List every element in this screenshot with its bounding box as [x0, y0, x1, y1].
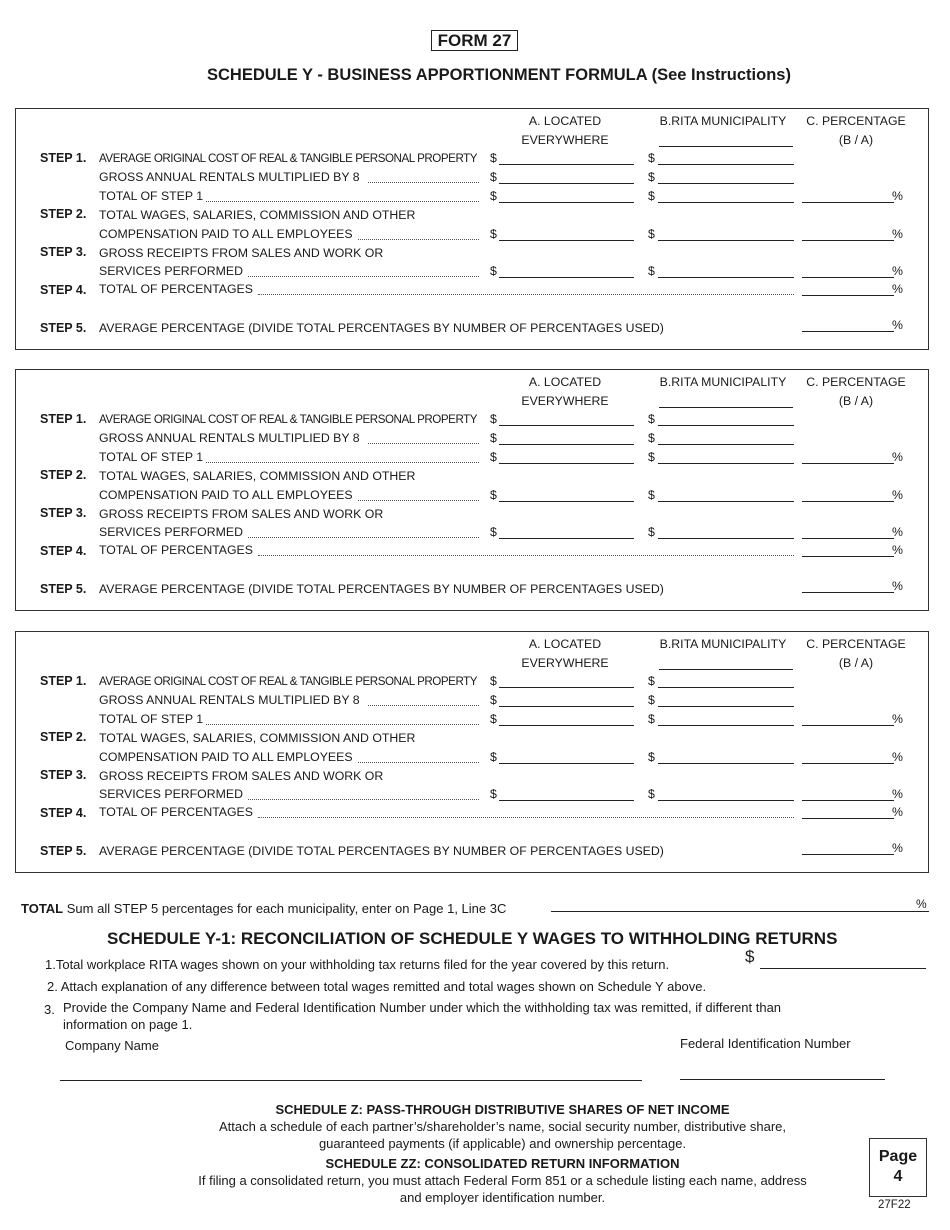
step3-a-receipts-field[interactable] — [499, 800, 634, 801]
step1-a-total-field[interactable] — [499, 202, 634, 203]
company-name-field[interactable] — [60, 1080, 642, 1081]
dollar-sign: $ — [648, 170, 655, 184]
col-b-name-field[interactable] — [659, 669, 793, 670]
step1-a-rentals-field[interactable] — [499, 183, 634, 184]
percent-sign: % — [892, 579, 903, 593]
step5-label: STEP 5. — [40, 844, 87, 858]
step1-a-total-field[interactable] — [499, 725, 634, 726]
dollar-sign: $ — [490, 787, 497, 801]
step1-a-property-field[interactable] — [499, 164, 634, 165]
col-b-name-field[interactable] — [659, 407, 793, 408]
percent-sign: % — [892, 712, 903, 726]
step2-a-wages-field[interactable] — [499, 763, 634, 764]
step5-c-percent-field[interactable] — [802, 331, 894, 332]
col-a-header: A. LOCATED — [528, 637, 602, 651]
page-number: 4 — [893, 1168, 903, 1185]
schedule-zz-line2: and employer identification number. — [399, 1190, 606, 1205]
step1-a-property-field[interactable] — [499, 425, 634, 426]
schedule-zz-title: SCHEDULE ZZ: CONSOLIDATED RETURN INFORMATION — [325, 1156, 680, 1171]
dollar-sign: $ — [490, 151, 497, 165]
dollar-sign: $ — [648, 227, 655, 241]
col-a-header: A. LOCATED — [528, 375, 602, 389]
leader-dots — [368, 705, 479, 706]
percent-sign: % — [892, 805, 903, 819]
schedule-y-title: SCHEDULE Y - BUSINESS APPORTIONMENT FORMULA (See Instructions) — [207, 66, 791, 84]
step1-c-percent-field[interactable] — [802, 202, 894, 203]
form-code: 27F22 — [878, 1199, 911, 1211]
step2-c-percent-field[interactable] — [802, 501, 894, 502]
step4-line1: TOTAL OF PERCENTAGES — [99, 282, 253, 296]
col-c-header-2: (B / A) — [838, 133, 874, 147]
step1-line3: TOTAL OF STEP 1 — [99, 189, 204, 203]
step3-line2: SERVICES PERFORMED — [99, 525, 243, 539]
dollar-sign: $ — [490, 488, 497, 502]
dollar-sign: $ — [648, 712, 655, 726]
dollar-sign: $ — [745, 947, 755, 966]
percent-sign: % — [892, 525, 903, 539]
step2-line1: TOTAL WAGES, SALARIES, COMMISSION AND OTHER — [99, 208, 416, 222]
step5-line1: AVERAGE PERCENTAGE (DIVIDE TOTAL PERCENTAGES BY NUMBER OF PERCENTAGES USED) — [99, 321, 664, 335]
step1-line1: AVERAGE ORIGINAL COST OF REAL & TANGIBLE PERSONAL PROPERTY — [99, 152, 478, 165]
leader-dots — [258, 817, 794, 818]
step1-b-property-field[interactable] — [658, 164, 794, 165]
step1-label: STEP 1. — [40, 151, 87, 165]
step2-c-percent-field[interactable] — [802, 240, 894, 241]
step1-c-percent-field[interactable] — [802, 463, 894, 464]
step3-line1: GROSS RECEIPTS FROM SALES AND WORK OR — [99, 769, 384, 783]
step4-c-percent-field[interactable] — [802, 556, 894, 557]
schedule-y-block — [15, 108, 929, 350]
dollar-sign: $ — [648, 674, 655, 688]
step4-line1: TOTAL OF PERCENTAGES — [99, 543, 253, 557]
step4-label: STEP 4. — [40, 806, 87, 820]
schedule-y-block — [15, 631, 929, 873]
step3-c-percent-field[interactable] — [802, 277, 894, 278]
dollar-sign: $ — [648, 450, 655, 464]
step2-line2: COMPENSATION PAID TO ALL EMPLOYEES — [99, 488, 353, 502]
step1-b-property-field[interactable] — [658, 687, 794, 688]
col-b-header: B.RITA MUNICIPALITY — [659, 375, 787, 389]
dollar-sign: $ — [648, 787, 655, 801]
leader-dots — [358, 239, 479, 240]
dollar-sign: $ — [490, 264, 497, 278]
step2-line2: COMPENSATION PAID TO ALL EMPLOYEES — [99, 750, 353, 764]
percent-sign: % — [892, 488, 903, 502]
dollar-sign: $ — [648, 151, 655, 165]
step2-c-percent-field[interactable] — [802, 763, 894, 764]
step3-a-receipts-field[interactable] — [499, 538, 634, 539]
step1-a-total-field[interactable] — [499, 463, 634, 464]
col-c-header: C. PERCENTAGE — [806, 114, 906, 128]
total-text: Sum all STEP 5 percentages for each municipality, enter on Page 1, Line 3C — [66, 901, 507, 916]
dollar-sign: $ — [490, 750, 497, 764]
step1-b-total-field[interactable] — [658, 202, 794, 203]
leader-dots — [248, 276, 479, 277]
step3-b-receipts-field[interactable] — [658, 538, 794, 539]
dollar-sign: $ — [648, 750, 655, 764]
leader-dots — [358, 500, 479, 501]
dollar-sign: $ — [490, 412, 497, 426]
step2-b-wages-field[interactable] — [658, 763, 794, 764]
step1-line2: GROSS ANNUAL RENTALS MULTIPLIED BY 8 — [99, 693, 360, 707]
step1-b-property-field[interactable] — [658, 425, 794, 426]
step3-line2: SERVICES PERFORMED — [99, 787, 243, 801]
step4-line1: TOTAL OF PERCENTAGES — [99, 805, 253, 819]
col-c-header-2: (B / A) — [838, 656, 874, 670]
leader-dots — [368, 182, 479, 183]
step4-c-percent-field[interactable] — [802, 295, 894, 296]
total-label: TOTAL — [21, 901, 64, 916]
step3-c-percent-field[interactable] — [802, 800, 894, 801]
step1-line3: TOTAL OF STEP 1 — [99, 450, 204, 464]
step3-label: STEP 3. — [40, 245, 87, 259]
y1-item3-line2: information on page 1. — [63, 1017, 193, 1032]
dollar-sign: $ — [648, 189, 655, 203]
step1-label: STEP 1. — [40, 412, 87, 426]
percent-sign: % — [892, 841, 903, 855]
percent-sign: % — [892, 750, 903, 764]
percent-sign: % — [892, 318, 903, 332]
percent-sign: % — [892, 787, 903, 801]
step5-c-percent-field[interactable] — [802, 592, 894, 593]
dollar-sign: $ — [490, 170, 497, 184]
step4-label: STEP 4. — [40, 283, 87, 297]
dollar-sign: $ — [490, 227, 497, 241]
schedule-zz-line1: If filing a consolidated return, you must attach Federal Form 851 or a schedule listing each name, address — [198, 1173, 807, 1188]
step3-line1: GROSS RECEIPTS FROM SALES AND WORK OR — [99, 246, 384, 260]
step2-line1: TOTAL WAGES, SALARIES, COMMISSION AND OTHER — [99, 731, 416, 745]
dollar-sign: $ — [490, 525, 497, 539]
step1-line2: GROSS ANNUAL RENTALS MULTIPLIED BY 8 — [99, 431, 360, 445]
col-c-header: C. PERCENTAGE — [806, 375, 906, 389]
percent-sign: % — [892, 264, 903, 278]
schedule-z-title: SCHEDULE Z: PASS-THROUGH DISTRIBUTIVE SHARES OF NET INCOME — [275, 1102, 730, 1117]
leader-dots — [206, 201, 479, 202]
step1-line3: TOTAL OF STEP 1 — [99, 712, 204, 726]
step3-label: STEP 3. — [40, 506, 87, 520]
col-b-header: B.RITA MUNICIPALITY — [659, 637, 787, 651]
col-b-name-field[interactable] — [659, 146, 793, 147]
step1-b-rentals-field[interactable] — [658, 444, 794, 445]
step2-a-wages-field[interactable] — [499, 501, 634, 502]
step1-b-rentals-field[interactable] — [658, 706, 794, 707]
dollar-sign: $ — [648, 525, 655, 539]
step1-c-percent-field[interactable] — [802, 725, 894, 726]
step5-c-percent-field[interactable] — [802, 854, 894, 855]
percent-sign: % — [892, 450, 903, 464]
leader-dots — [206, 462, 479, 463]
step5-label: STEP 5. — [40, 321, 87, 335]
y1-item2: 2. Attach explanation of any difference between total wages remitted and total wages shown on Schedule Y above. — [47, 979, 707, 994]
step3-b-receipts-field[interactable] — [658, 800, 794, 801]
step1-line1: AVERAGE ORIGINAL COST OF REAL & TANGIBLE PERSONAL PROPERTY — [99, 675, 478, 688]
step4-label: STEP 4. — [40, 544, 87, 558]
percent-sign: % — [892, 227, 903, 241]
dollar-sign: $ — [648, 693, 655, 707]
step1-b-rentals-field[interactable] — [658, 183, 794, 184]
leader-dots — [248, 799, 479, 800]
col-a-header-2: EVERYWHERE — [521, 133, 609, 147]
dollar-sign: $ — [648, 431, 655, 445]
company-name-label: Company Name — [65, 1038, 159, 1053]
dollar-sign: $ — [648, 412, 655, 426]
step3-line1: GROSS RECEIPTS FROM SALES AND WORK OR — [99, 507, 384, 521]
step1-label: STEP 1. — [40, 674, 87, 688]
percent-sign: % — [892, 189, 903, 203]
step1-a-property-field[interactable] — [499, 687, 634, 688]
leader-dots — [258, 294, 794, 295]
col-c-header-2: (B / A) — [838, 394, 874, 408]
step5-label: STEP 5. — [40, 582, 87, 596]
col-a-header-2: EVERYWHERE — [521, 656, 609, 670]
leader-dots — [206, 724, 479, 725]
leader-dots — [368, 443, 479, 444]
step3-c-percent-field[interactable] — [802, 538, 894, 539]
y1-item3-line1: Provide the Company Name and Federal Identification Number under which the withholding tax was remitted, if different than — [63, 1000, 782, 1015]
dollar-sign: $ — [648, 488, 655, 502]
step1-line2: GROSS ANNUAL RENTALS MULTIPLIED BY 8 — [99, 170, 360, 184]
schedule-z-line1: Attach a schedule of each partner’s/shareholder’s name, social security number, distributive share, — [218, 1119, 786, 1134]
schedule-y1-title: SCHEDULE Y-1: RECONCILIATION OF SCHEDULE Y WAGES TO WITHHOLDING RETURNS — [107, 929, 838, 948]
leader-dots — [248, 537, 479, 538]
col-b-header: B.RITA MUNICIPALITY — [659, 114, 787, 128]
page-number-box — [869, 1138, 927, 1197]
col-c-header: C. PERCENTAGE — [806, 637, 906, 651]
dollar-sign: $ — [490, 450, 497, 464]
step3-a-receipts-field[interactable] — [499, 277, 634, 278]
dollar-sign: $ — [490, 693, 497, 707]
step4-c-percent-field[interactable] — [802, 818, 894, 819]
schedule-y-block — [15, 369, 929, 611]
y1-item1: 1.Total workplace RITA wages shown on your withholding tax returns filed for the year covered by this return. — [45, 957, 670, 972]
leader-dots — [258, 555, 794, 556]
dollar-sign: $ — [490, 189, 497, 203]
percent-sign: % — [892, 543, 903, 557]
step1-b-total-field[interactable] — [658, 725, 794, 726]
step3-label: STEP 3. — [40, 768, 87, 782]
dollar-sign: $ — [490, 674, 497, 688]
step3-b-receipts-field[interactable] — [658, 277, 794, 278]
y1-wages-field[interactable] — [760, 968, 926, 969]
step2-label: STEP 2. — [40, 730, 87, 744]
percent-sign: % — [892, 282, 903, 296]
col-a-header: A. LOCATED — [528, 114, 602, 128]
col-a-header-2: EVERYWHERE — [521, 394, 609, 408]
form-number-label: FORM 27 — [431, 30, 518, 51]
leader-dots — [358, 762, 479, 763]
dollar-sign: $ — [490, 431, 497, 445]
percent-sign: % — [916, 897, 927, 911]
step1-a-rentals-field[interactable] — [499, 706, 634, 707]
total-percent-field[interactable] — [551, 911, 929, 912]
step5-line1: AVERAGE PERCENTAGE (DIVIDE TOTAL PERCENTAGES BY NUMBER OF PERCENTAGES USED) — [99, 582, 664, 596]
dollar-sign: $ — [490, 712, 497, 726]
schedule-z-line2: guaranteed payments (if applicable) and ownership percentage. — [318, 1136, 687, 1151]
step5-line1: AVERAGE PERCENTAGE (DIVIDE TOTAL PERCENTAGES BY NUMBER OF PERCENTAGES USED) — [99, 844, 664, 858]
step2-line1: TOTAL WAGES, SALARIES, COMMISSION AND OTHER — [99, 469, 416, 483]
step2-b-wages-field[interactable] — [658, 501, 794, 502]
step3-line2: SERVICES PERFORMED — [99, 264, 243, 278]
step1-line1: AVERAGE ORIGINAL COST OF REAL & TANGIBLE PERSONAL PROPERTY — [99, 413, 478, 426]
total-line-text — [21, 901, 506, 916]
step2-label: STEP 2. — [40, 207, 87, 221]
step2-a-wages-field[interactable] — [499, 240, 634, 241]
step2-line2: COMPENSATION PAID TO ALL EMPLOYEES — [99, 227, 353, 241]
dollar-sign: $ — [648, 264, 655, 278]
step1-b-total-field[interactable] — [658, 463, 794, 464]
step2-label: STEP 2. — [40, 468, 87, 482]
federal-id-label: Federal Identification Number — [680, 1036, 851, 1051]
page-label: Page — [878, 1148, 918, 1165]
federal-id-field[interactable] — [680, 1079, 885, 1080]
y1-item3-number: 3. — [44, 1002, 55, 1017]
step1-a-rentals-field[interactable] — [499, 444, 634, 445]
step2-b-wages-field[interactable] — [658, 240, 794, 241]
